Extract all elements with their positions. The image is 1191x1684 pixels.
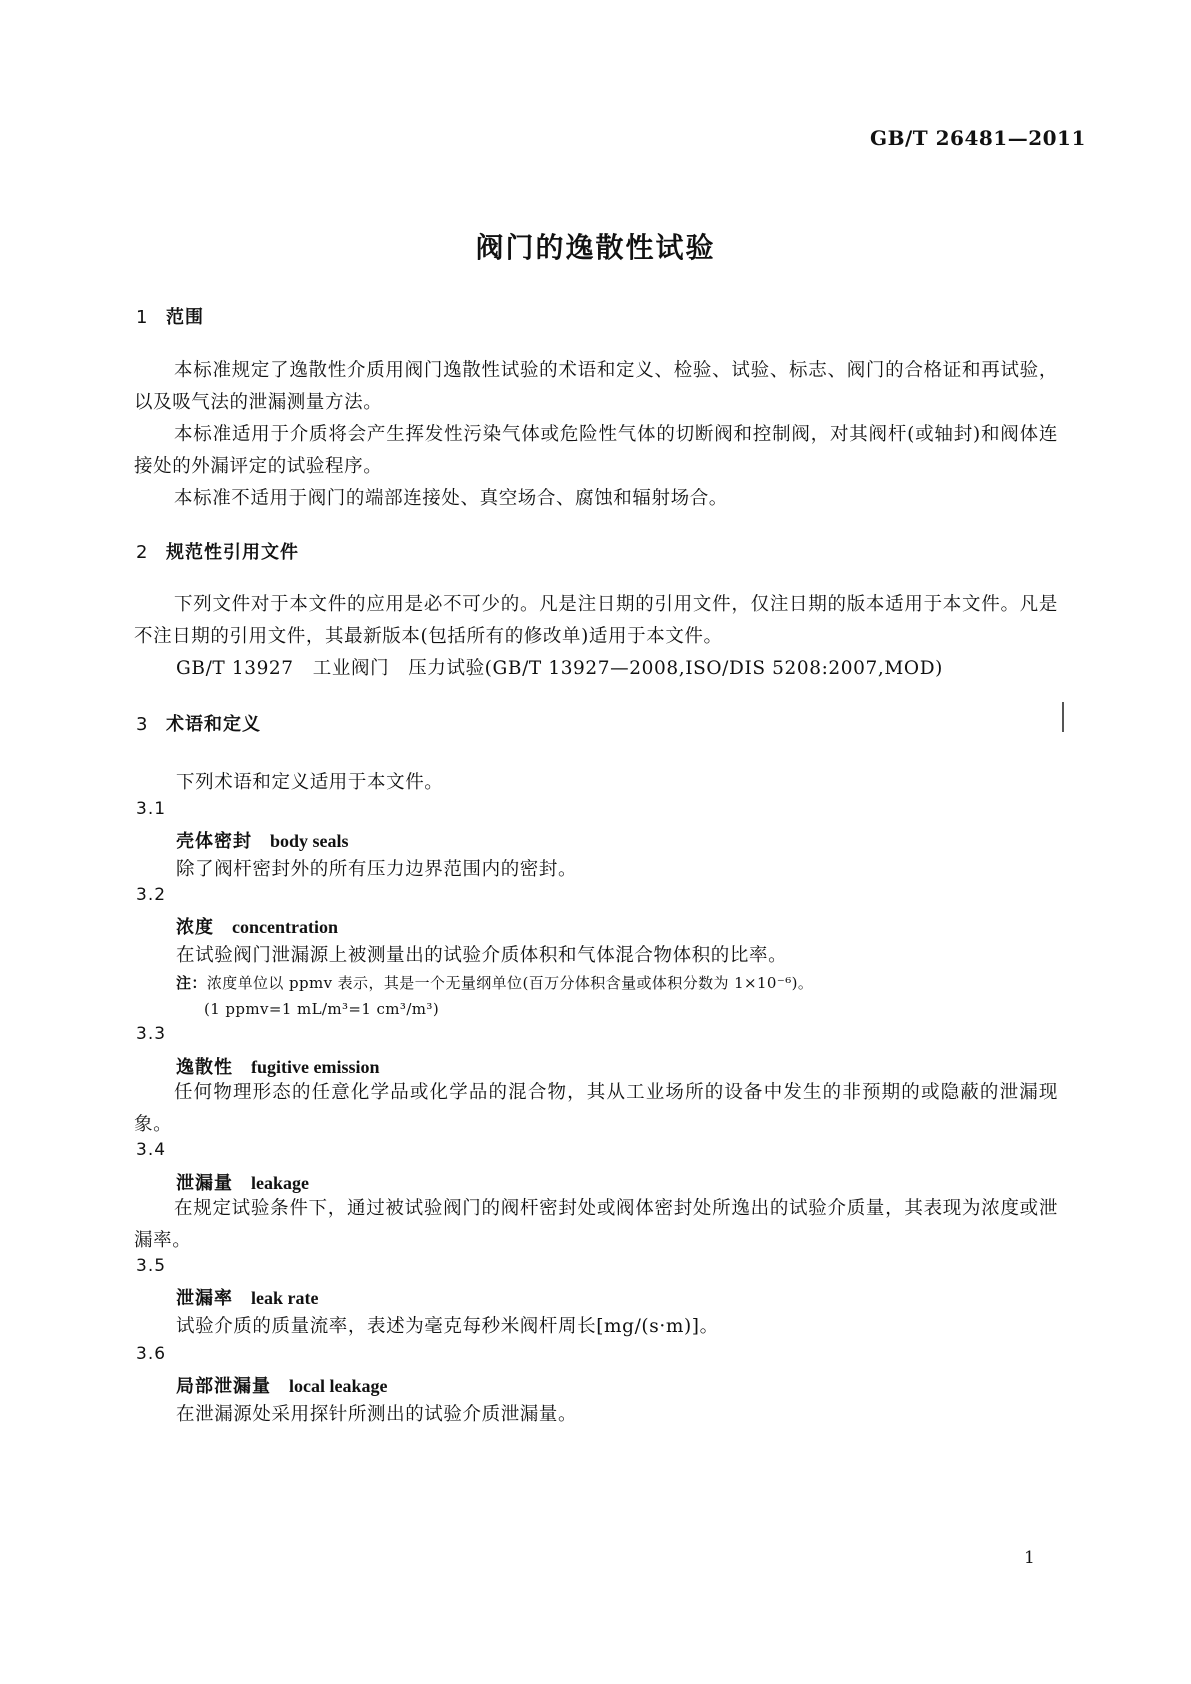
section-title: 范围 xyxy=(166,307,204,328)
term-entry xyxy=(176,827,349,853)
term-chinese: 局部泄漏量 xyxy=(176,1376,271,1397)
clause-number: 3.3 xyxy=(136,1024,167,1044)
document-title: 阀门的逸散性试验 xyxy=(475,231,716,264)
term-chinese: 泄漏率 xyxy=(176,1288,233,1309)
section-1-paragraph: 本标准规定了逸散性介质用阀门逸散性试验的术语和定义、检验、试验、标志、阀门的合格证和再试验，以及吸气法的泄漏测量方法。 xyxy=(134,360,1058,413)
change-bar xyxy=(1062,702,1064,732)
term-english: concentration xyxy=(232,917,338,937)
clause-number: 3.5 xyxy=(136,1256,167,1276)
term-definition: 在规定试验条件下，通过被试验阀门的阀杆密封处或阀体密封处所逸出的试验介质量，其表现为浓度或泄漏率。 xyxy=(134,1198,1058,1251)
term-definition: 在泄漏源处采用探针所测出的试验介质泄漏量。 xyxy=(176,1404,578,1425)
term-chinese: 泄漏量 xyxy=(176,1173,233,1194)
term-english: fugitive emission xyxy=(251,1057,380,1077)
term-chinese: 逸散性 xyxy=(176,1057,233,1078)
clause-number: 3.6 xyxy=(136,1344,167,1364)
section-1-heading xyxy=(136,303,204,329)
section-title: 术语和定义 xyxy=(166,714,261,735)
term-english: body seals xyxy=(270,831,349,851)
term-definition: 在试验阀门泄漏源上被测量出的试验介质体积和气体混合物体积的比率。 xyxy=(176,945,788,966)
term-chinese: 浓度 xyxy=(176,917,214,938)
term-entry xyxy=(176,1053,380,1079)
section-3-intro: 下列术语和定义适用于本文件。 xyxy=(176,772,444,793)
clause-number: 3.2 xyxy=(136,885,167,905)
term-entry xyxy=(176,1284,318,1310)
standard-number: GB/T 26481—2011 xyxy=(870,126,1086,150)
section-2-heading xyxy=(136,538,299,564)
term-english: local leakage xyxy=(289,1376,388,1396)
note-continuation: (1 ppmv=1 mL/m³=1 cm³/m³) xyxy=(204,1000,440,1018)
note xyxy=(176,972,813,993)
section-number: 2 xyxy=(136,542,149,563)
term-definition: 除了阀杆密封外的所有压力边界范围内的密封。 xyxy=(176,859,578,880)
section-3-heading xyxy=(136,710,261,736)
term-entry xyxy=(176,1169,309,1195)
term-chinese: 壳体密封 xyxy=(176,831,252,852)
section-2-paragraph: 下列文件对于本文件的应用是必不可少的。凡是注日期的引用文件，仅注日期的版本适用于本文件。凡是不注日期的引用文件，其最新版本(包括所有的修改单)适用于本文件。 xyxy=(134,594,1058,647)
clause-number: 3.4 xyxy=(136,1140,167,1160)
term-entry xyxy=(176,913,338,939)
term-entry xyxy=(176,1372,387,1398)
section-number: 1 xyxy=(136,307,149,328)
section-1-paragraph: 本标准不适用于阀门的端部连接处、真空场合、腐蚀和辐射场合。 xyxy=(174,488,728,509)
note-label: 注： xyxy=(176,974,207,992)
section-title: 规范性引用文件 xyxy=(166,542,299,563)
page-number: 1 xyxy=(1024,1548,1035,1568)
term-english: leak rate xyxy=(251,1288,319,1308)
section-number: 3 xyxy=(136,714,149,735)
term-english: leakage xyxy=(251,1173,309,1193)
normative-reference: GB/T 13927 工业阀门 压力试验(GB/T 13927—2008,ISO/DIS 5208:2007,MOD) xyxy=(176,658,943,679)
section-1-paragraph: 本标准适用于介质将会产生挥发性污染气体或危险性气体的切断阀和控制阀，对其阀杆(或轴封)和阀体连接处的外漏评定的试验程序。 xyxy=(134,424,1058,477)
note-text: 浓度单位以 ppmv 表示，其是一个无量纲单位(百万分体积含量或体积分数为 1×10⁻⁶)。 xyxy=(206,974,814,992)
term-definition: 试验介质的质量流率，表述为毫克每秒米阀杆周长[mg/(s·m)]。 xyxy=(176,1316,719,1337)
clause-number: 3.1 xyxy=(136,799,167,819)
term-definition: 任何物理形态的任意化学品或化学品的混合物，其从工业场所的设备中发生的非预期的或隐蔽的泄漏现象。 xyxy=(134,1082,1058,1135)
